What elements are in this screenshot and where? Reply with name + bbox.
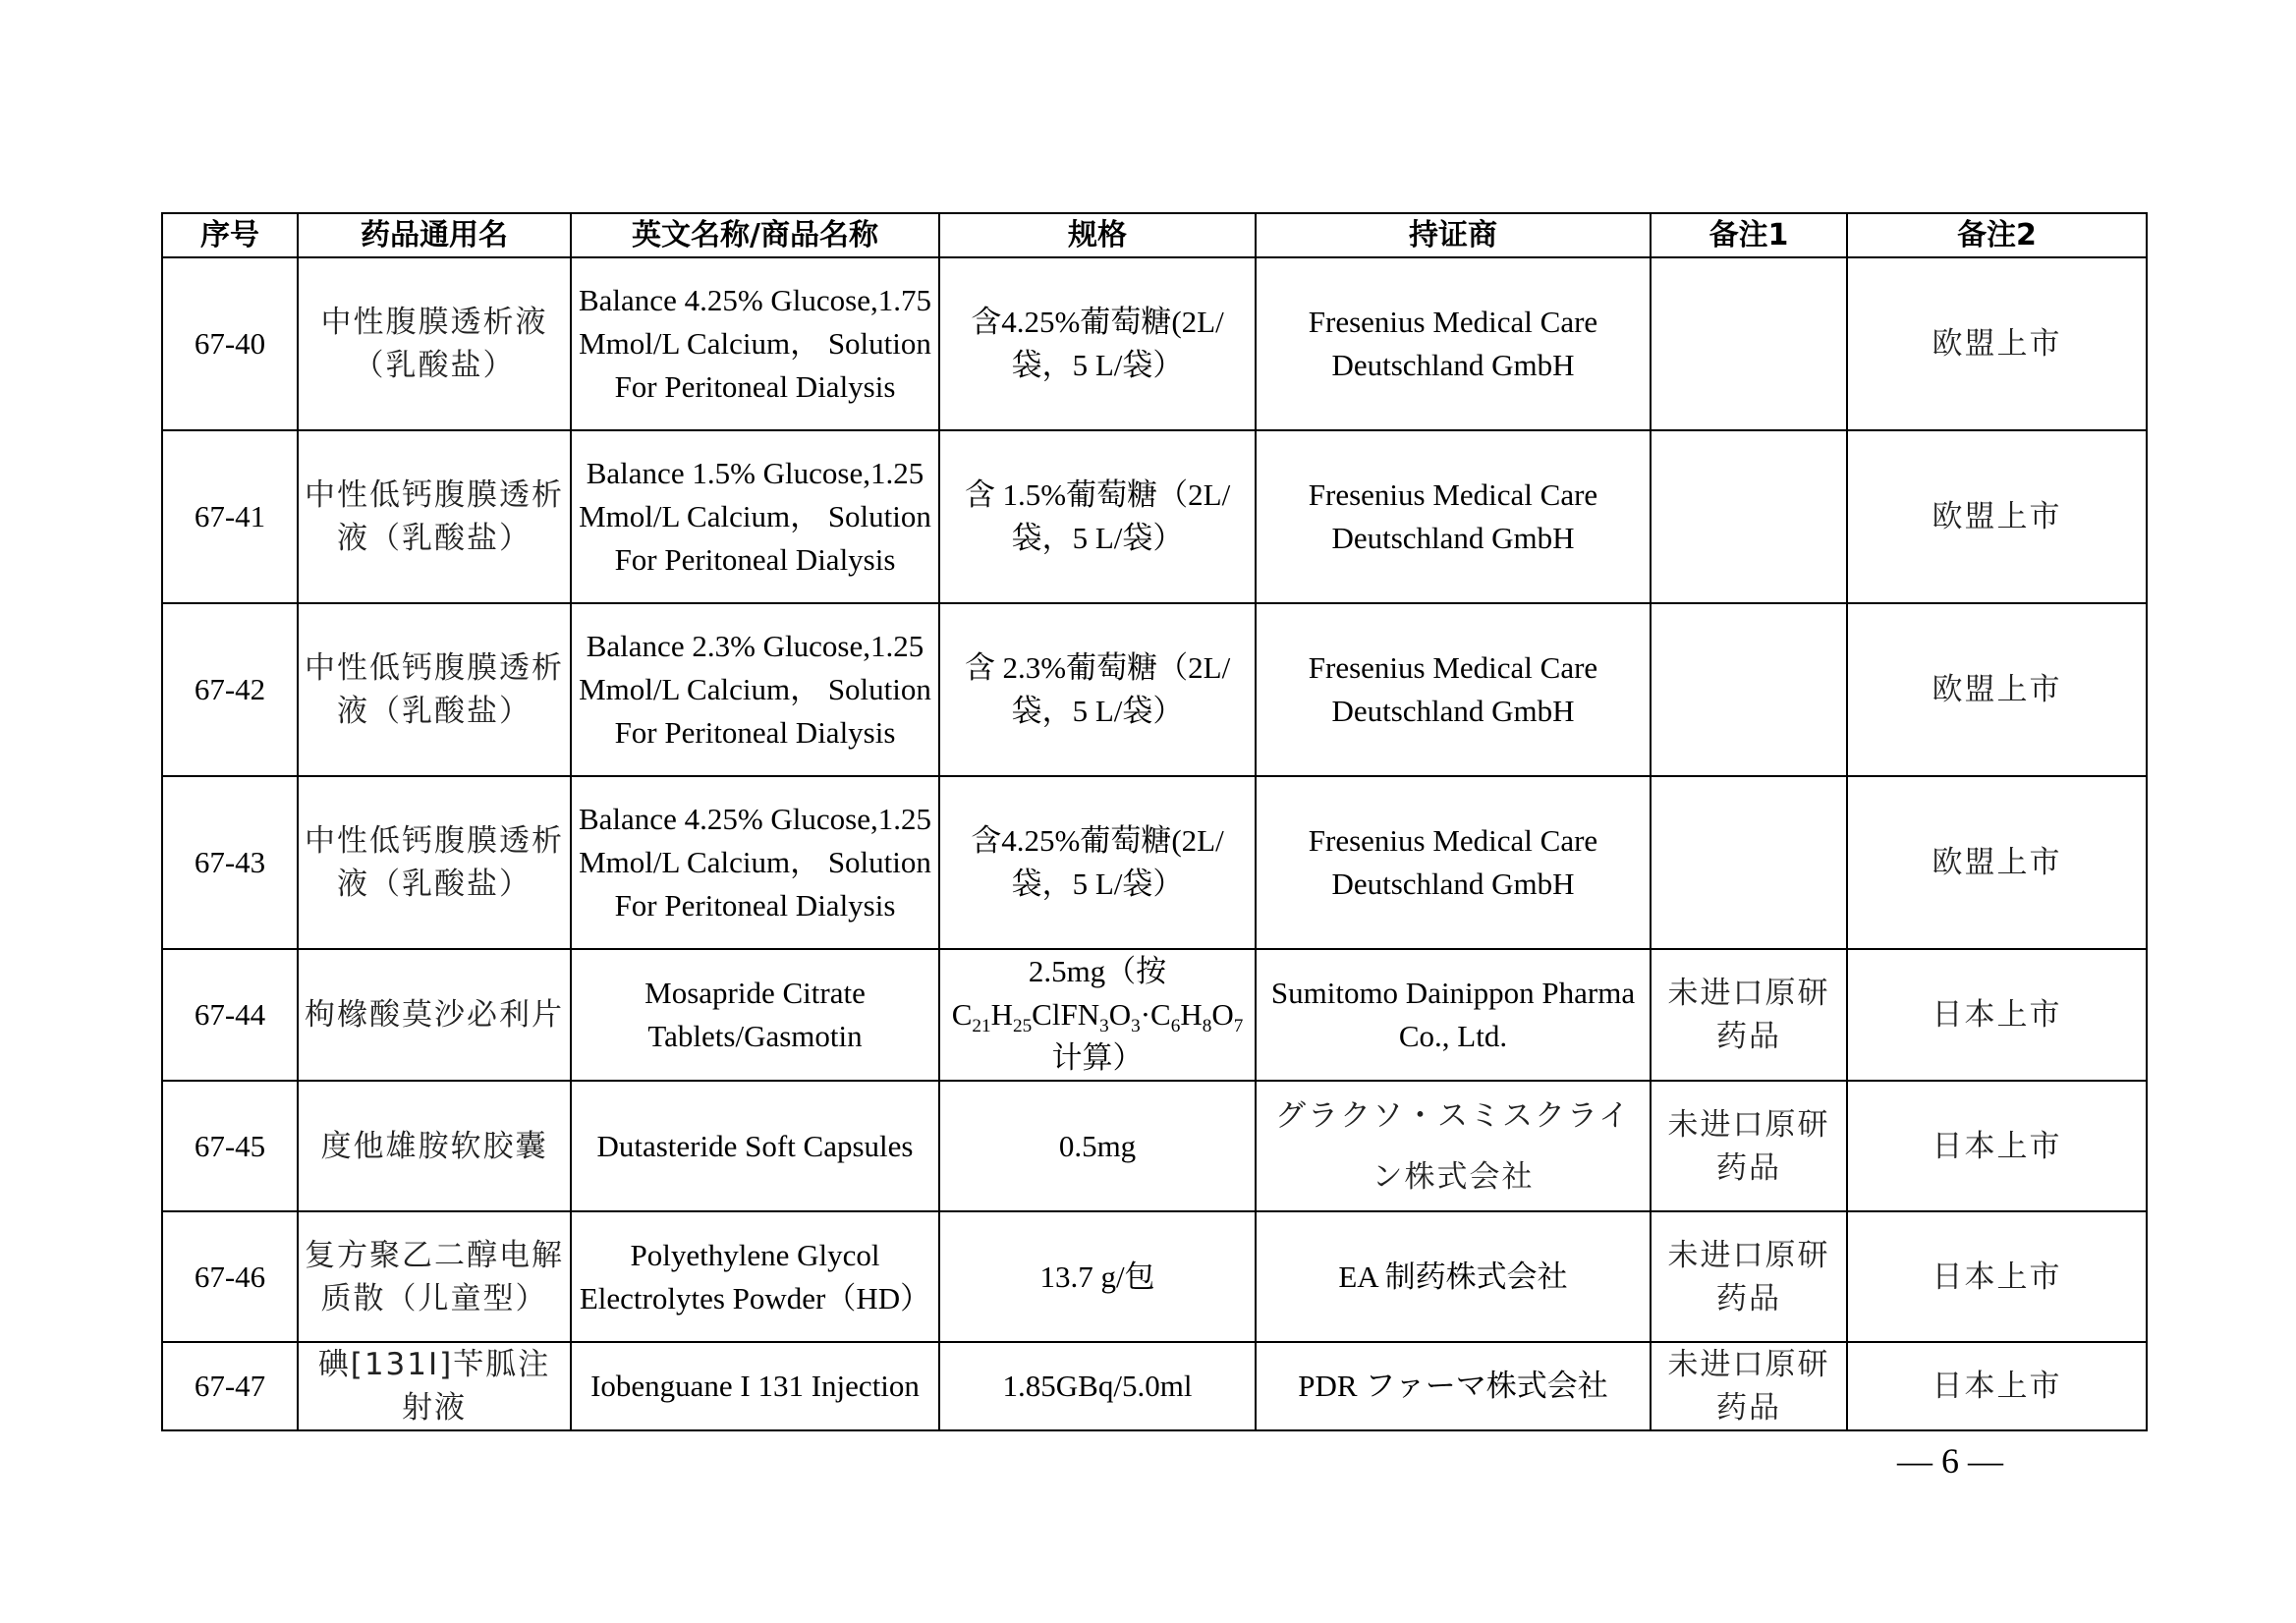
- cell-serial: 67-44: [162, 949, 298, 1081]
- cell-serial: 67-41: [162, 430, 298, 603]
- cell-note1: [1651, 776, 1847, 949]
- cell-english-name: Mosapride Citrate Tablets/Gasmotin: [571, 949, 939, 1081]
- cell-serial: 67-46: [162, 1211, 298, 1342]
- table-row: [162, 776, 2147, 949]
- cell-holder: EA 制药株式会社: [1256, 1211, 1651, 1342]
- header-english-name: 英文名称/商品名称: [571, 213, 939, 257]
- cell-spec: 0.5mg: [939, 1081, 1256, 1211]
- table-row: [162, 949, 2147, 1081]
- cell-note2: 欧盟上市: [1847, 603, 2147, 776]
- page-number: — 6 —: [1897, 1441, 2003, 1481]
- cell-serial: 67-43: [162, 776, 298, 949]
- cell-spec: [939, 949, 1256, 1081]
- cell-spec: 13.7 g/包: [939, 1211, 1256, 1342]
- cell-note2: 欧盟上市: [1847, 430, 2147, 603]
- cell-note2: 欧盟上市: [1847, 257, 2147, 430]
- cell-english-name: Balance 1.5% Glucose,1.25 Mmol/L Calcium， Solution For Peritoneal Dialysis: [571, 430, 939, 603]
- cell-note1: [1651, 257, 1847, 430]
- header-serial: 序号: [162, 213, 298, 257]
- header-note1: 备注1: [1651, 213, 1847, 257]
- cell-note2: 日本上市: [1847, 1211, 2147, 1342]
- cell-note2: 欧盟上市: [1847, 776, 2147, 949]
- table-row: [162, 603, 2147, 776]
- cell-generic-name: 中性低钙腹膜透析液（乳酸盐）: [298, 603, 571, 776]
- cell-holder: Sumitomo Dainippon Pharma Co., Ltd.: [1256, 949, 1651, 1081]
- table-row: [162, 1211, 2147, 1342]
- cell-generic-name: 度他雄胺软胶囊: [298, 1081, 571, 1211]
- header-holder: 持证商: [1256, 213, 1651, 257]
- cell-spec: 含4.25%葡萄糖(2L/袋，5 L/袋）: [939, 257, 1256, 430]
- spec-prefix: 2.5mg（按: [1028, 954, 1167, 988]
- cell-spec: 含4.25%葡萄糖(2L/袋，5 L/袋）: [939, 776, 1256, 949]
- cell-holder: Fresenius Medical Care Deutschland GmbH: [1256, 776, 1651, 949]
- header-note2: 备注2: [1847, 213, 2147, 257]
- cell-holder: Fresenius Medical Care Deutschland GmbH: [1256, 603, 1651, 776]
- cell-holder: Fresenius Medical Care Deutschland GmbH: [1256, 430, 1651, 603]
- cell-note1: 未进口原研药品: [1651, 1081, 1847, 1211]
- cell-note1: 未进口原研药品: [1651, 1342, 1847, 1430]
- drug-list-table: [161, 212, 2148, 1431]
- cell-note2: 日本上市: [1847, 1342, 2147, 1430]
- cell-english-name: Balance 4.25% Glucose,1.25 Mmol/L Calcium， Solution For Peritoneal Dialysis: [571, 776, 939, 949]
- cell-spec: 1.85GBq/5.0ml: [939, 1342, 1256, 1430]
- cell-note1: [1651, 430, 1847, 603]
- cell-generic-name: 中性腹膜透析液（乳酸盐）: [298, 257, 571, 430]
- table-row: [162, 430, 2147, 603]
- cell-spec: 含 2.3%葡萄糖（2L/袋，5 L/袋）: [939, 603, 1256, 776]
- cell-generic-name: 碘[131I]苄胍注射液: [298, 1342, 571, 1430]
- cell-holder: Fresenius Medical Care Deutschland GmbH: [1256, 257, 1651, 430]
- header-generic-name: 药品通用名: [298, 213, 571, 257]
- header-spec: 规格: [939, 213, 1256, 257]
- table-header-row: [162, 213, 2147, 257]
- cell-note1: 未进口原研药品: [1651, 949, 1847, 1081]
- cell-english-name: Balance 2.3% Glucose,1.25 Mmol/L Calcium， Solution For Peritoneal Dialysis: [571, 603, 939, 776]
- cell-serial: 67-40: [162, 257, 298, 430]
- cell-note1: [1651, 603, 1847, 776]
- cell-serial: 67-45: [162, 1081, 298, 1211]
- cell-note2: 日本上市: [1847, 1081, 2147, 1211]
- cell-english-name: Polyethylene Glycol Electrolytes Powder（HD）: [571, 1211, 939, 1342]
- cell-english-name: Dutasteride Soft Capsules: [571, 1081, 939, 1211]
- table-row: [162, 1342, 2147, 1430]
- cell-english-name: Balance 4.25% Glucose,1.75 Mmol/L Calcium， Solution For Peritoneal Dialysis: [571, 257, 939, 430]
- cell-serial: 67-42: [162, 603, 298, 776]
- cell-generic-name: 枸橼酸莫沙必利片: [298, 949, 571, 1081]
- spec-formula: $C_{21}H_{25}ClFN_3O_3\cdot C_6H_8O_7$: [951, 997, 1244, 1037]
- cell-holder: グラクソ・スミスクライン株式会社: [1256, 1081, 1651, 1211]
- cell-generic-name: 复方聚乙二醇电解质散（儿童型）: [298, 1211, 571, 1342]
- spec-suffix: 计算）: [1051, 1040, 1144, 1075]
- cell-note2: 日本上市: [1847, 949, 2147, 1081]
- cell-serial: 67-47: [162, 1342, 298, 1430]
- cell-english-name: Iobenguane I 131 Injection: [571, 1342, 939, 1430]
- cell-generic-name: 中性低钙腹膜透析液（乳酸盐）: [298, 776, 571, 949]
- cell-holder: PDR ファーマ株式会社: [1256, 1342, 1651, 1430]
- cell-spec: 含 1.5%葡萄糖（2L/袋，5 L/袋）: [939, 430, 1256, 603]
- table-row: [162, 257, 2147, 430]
- cell-note1: 未进口原研药品: [1651, 1211, 1847, 1342]
- table-row: [162, 1081, 2147, 1211]
- cell-generic-name: 中性低钙腹膜透析液（乳酸盐）: [298, 430, 571, 603]
